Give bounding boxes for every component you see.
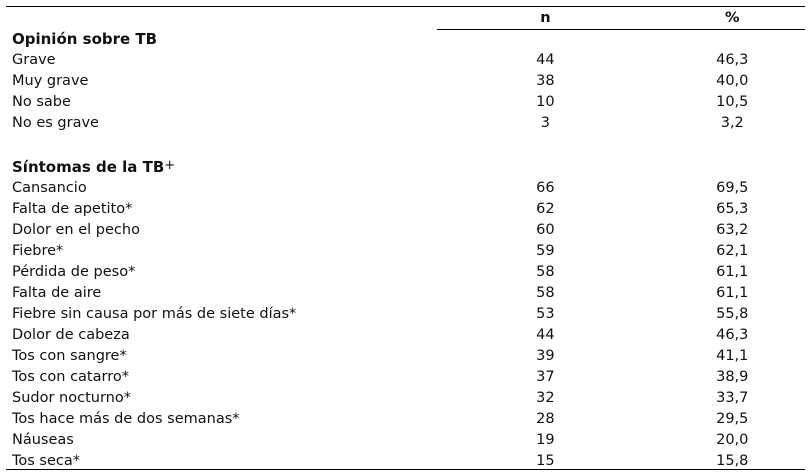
row-n: 53: [536, 306, 555, 322]
row-label: Fiebre sin causa por más de siete días*: [12, 306, 297, 322]
header-pct: %: [724, 9, 740, 26]
row-pct: 55,8: [716, 306, 749, 322]
row-n: 58: [536, 285, 555, 301]
spacer-cell: [0, 134, 434, 155]
row-label: Tos hace más de dos semanas*: [12, 411, 240, 427]
row-n: 59: [536, 243, 555, 259]
footnote-mark: +: [164, 158, 176, 173]
row-pct: 65,3: [716, 201, 749, 217]
empty-cell: [656, 29, 808, 50]
row-label: No es grave: [12, 115, 99, 131]
table-row: [0, 388, 808, 409]
row-label: No sabe: [12, 94, 71, 110]
row-n: 60: [536, 222, 555, 238]
row-n: 28: [536, 411, 555, 427]
section-title: [0, 29, 434, 50]
table-header-row: [0, 7, 808, 29]
row-n: 62: [536, 201, 555, 217]
spacer-row: [0, 134, 808, 155]
row-pct: 46,3: [716, 52, 749, 68]
empty-cell: [434, 29, 656, 50]
table-row: [0, 451, 808, 472]
table-row: [0, 325, 808, 346]
spacer-cell: [656, 134, 808, 155]
row-n: 44: [536, 327, 555, 343]
row-n: 58: [536, 264, 555, 280]
section-title-text: Síntomas de la TB: [12, 158, 165, 176]
row-n: 38: [536, 73, 555, 89]
row-label: Cansancio: [12, 180, 87, 196]
table-row: [0, 409, 808, 430]
section-header-row: [0, 29, 808, 50]
table-row: [0, 241, 808, 262]
row-pct: 15,8: [716, 453, 749, 469]
row-pct: 29,5: [716, 411, 749, 427]
table-row: [0, 346, 808, 367]
section-title-text: Opinión sobre TB: [12, 30, 158, 48]
table-row: [0, 220, 808, 241]
table-row: [0, 92, 808, 113]
row-pct: 10,5: [716, 94, 749, 110]
row-n: 19: [536, 432, 555, 448]
row-n: 37: [536, 369, 555, 385]
table-row: [0, 50, 808, 71]
row-label: Fiebre*: [12, 243, 64, 259]
row-n: 10: [536, 94, 555, 110]
empty-cell: [434, 155, 656, 178]
row-n: 15: [536, 453, 555, 469]
row-label: Falta de aire: [12, 285, 102, 301]
row-pct: 69,5: [716, 180, 749, 196]
row-label: Náuseas: [12, 432, 74, 448]
row-pct: 63,2: [716, 222, 749, 238]
row-label: Falta de apetito*: [12, 201, 133, 217]
table-row: [0, 430, 808, 451]
row-pct: 20,0: [716, 432, 749, 448]
row-n: 44: [536, 52, 555, 68]
spacer-cell: [434, 134, 656, 155]
row-pct: 41,1: [716, 348, 749, 364]
row-label: Sudor nocturno*: [12, 390, 131, 406]
row-label: Grave: [12, 52, 56, 68]
row-pct: 40,0: [716, 73, 749, 89]
row-label: Tos con sangre*: [12, 348, 127, 364]
section-header-row: [0, 155, 808, 178]
table-row: [0, 178, 808, 199]
row-label: Dolor en el pecho: [12, 222, 140, 238]
row-label: Dolor de cabeza: [12, 327, 130, 343]
row-pct: 38,9: [716, 369, 749, 385]
row-pct: 61,1: [716, 264, 749, 280]
row-n: 32: [536, 390, 555, 406]
row-label: Tos con catarro*: [12, 369, 129, 385]
table-row: [0, 283, 808, 304]
data-table: [0, 7, 808, 472]
header-label-cell: [0, 7, 434, 29]
row-n: 3: [540, 115, 550, 131]
table-row: [0, 113, 808, 134]
row-label: Pérdida de peso*: [12, 264, 136, 280]
table-row: [0, 304, 808, 325]
header-n: n: [540, 9, 551, 26]
table-row: [0, 262, 808, 283]
row-pct: 62,1: [716, 243, 749, 259]
empty-cell: [656, 155, 808, 178]
row-pct: 61,1: [716, 285, 749, 301]
row-n: 39: [536, 348, 555, 364]
row-pct: 33,7: [716, 390, 749, 406]
row-label: Muy grave: [12, 73, 89, 89]
row-pct: 46,3: [716, 327, 749, 343]
section-title: [0, 155, 434, 178]
table-row: [0, 71, 808, 92]
row-label: Tos seca*: [12, 453, 81, 469]
table-row: [0, 199, 808, 220]
table-row: [0, 367, 808, 388]
row-pct: 3,2: [720, 115, 744, 131]
row-n: 66: [536, 180, 555, 196]
